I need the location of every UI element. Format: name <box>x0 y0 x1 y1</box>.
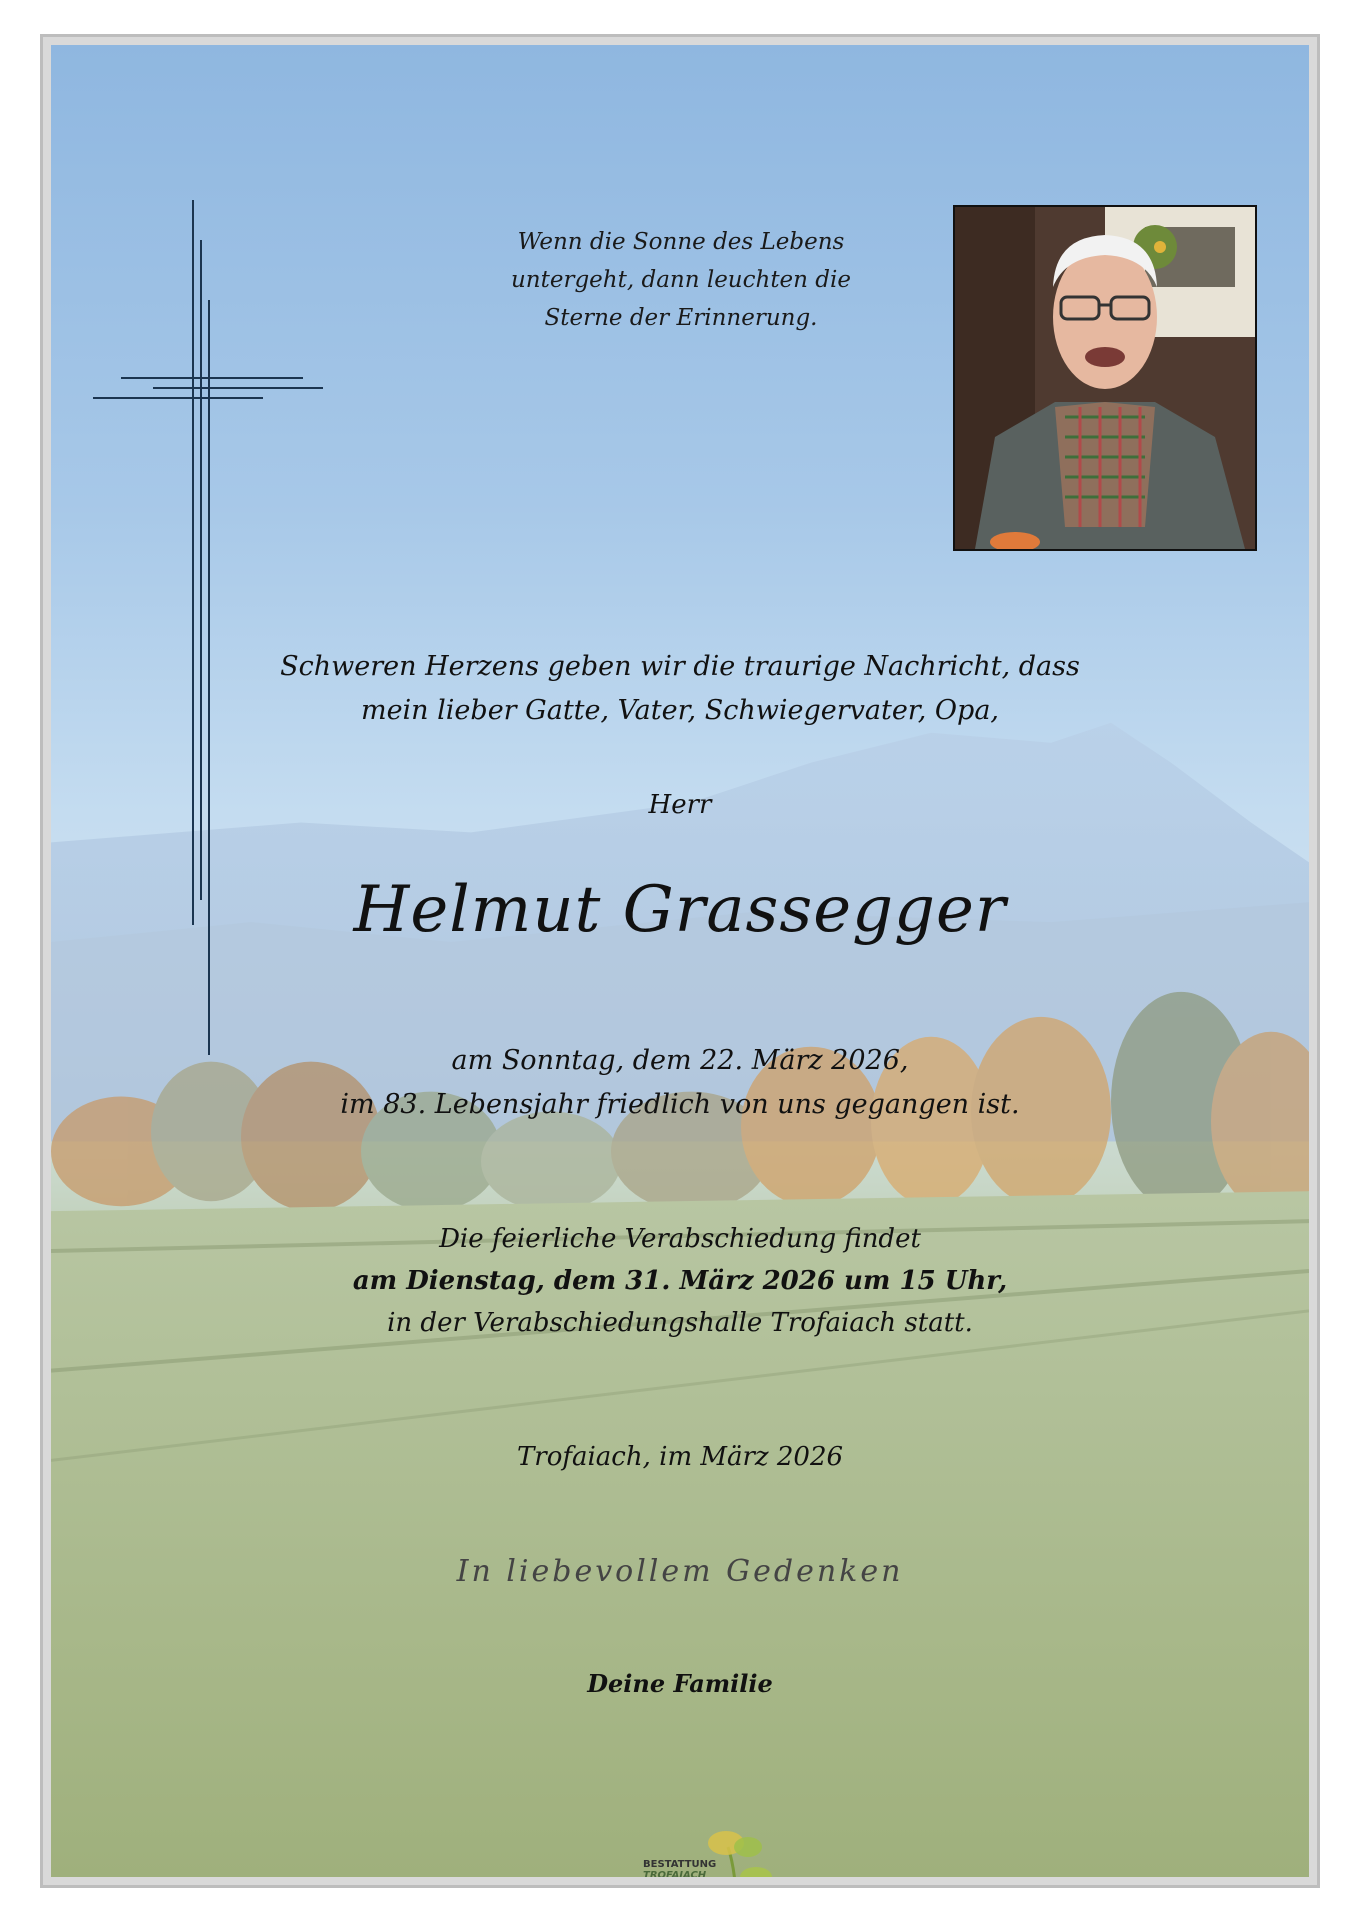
announcement-line: mein lieber Gatte, Vater, Schwiegervater, Opa, <box>360 695 1000 726</box>
motto-verse <box>491 223 871 337</box>
obituary-card <box>51 45 1309 1877</box>
deceased-name: Helmut Grassegger <box>353 873 1007 947</box>
motto-line: Wenn die Sonne des Lebens <box>517 229 845 255</box>
memorial-phrase: In liebevollem Gedenken <box>456 1554 904 1589</box>
funeral-home-logo <box>643 1825 793 1877</box>
ceremony-intro: Die feierliche Verabschiedung findet <box>439 1224 921 1254</box>
family-signature: Deine Familie <box>587 1669 773 1698</box>
death-notice <box>51 1039 1309 1127</box>
logo-line-2: TROFAIACH <box>643 1870 707 1877</box>
ceremony-info <box>51 1218 1309 1344</box>
logo-line-1: BESTATTUNG <box>643 1859 717 1870</box>
motto-line: Sterne der Erinnerung. <box>544 305 818 331</box>
ceremony-date: am Dienstag, dem 31. März 2026 um 15 Uhr, <box>352 1266 1008 1296</box>
announcement-line: Schweren Herzens geben wir die traurige Nachricht, dass <box>280 651 1080 682</box>
logo-text <box>643 1859 716 1877</box>
place-date: Trofaiach, im März 2026 <box>516 1442 844 1472</box>
death-age-line: im 83. Lebensjahr friedlich von uns gegangen ist. <box>340 1089 1020 1120</box>
portrait-image <box>955 207 1255 549</box>
ceremony-location: in der Verabschiedungshalle Trofaiach statt. <box>387 1308 973 1338</box>
salutation: Herr <box>648 790 712 820</box>
announcement-text <box>51 645 1309 733</box>
portrait-photo <box>953 205 1257 551</box>
motto-line: untergeht, dann leuchten die <box>510 267 851 293</box>
death-date-line: am Sonntag, dem 22. März 2026, <box>451 1045 909 1076</box>
obituary-sheet <box>40 34 1320 1888</box>
